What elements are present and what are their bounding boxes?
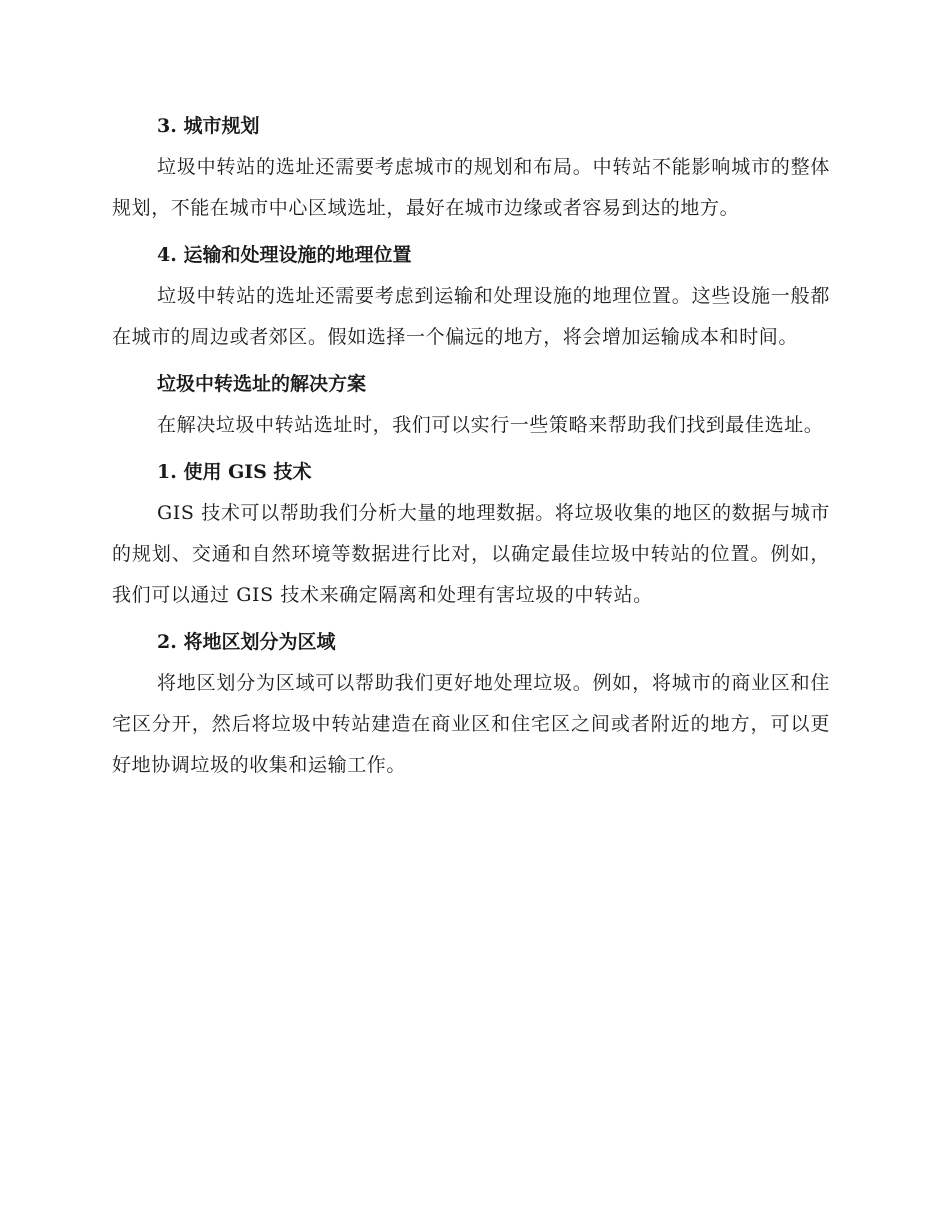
- section-paragraph-city-planning: 垃圾中转站的选址还需要考虑城市的规划和布局。中转站不能影响城市的整体规划，不能在城市中心区域选址，最好在城市边缘或者容易到达的地方。: [112, 156, 830, 219]
- section-heading-zoning: 2. 将地区划分为区域: [157, 631, 336, 653]
- section-heading-gis: 1. 使用 GIS 技术: [157, 461, 312, 483]
- section-paragraph-zoning: 将地区划分为区域可以帮助我们更好地处理垃圾。例如，将城市的商业区和住宅区分开，然后将垃圾中转站建造在商业区和住宅区之间或者附近的地方，可以更好地协调垃圾的收集和运输工作。: [112, 672, 830, 776]
- section-heading-solutions: 垃圾中转选址的解决方案: [157, 373, 367, 395]
- section-paragraph-gis: GIS 技术可以帮助我们分析大量的地理数据。将垃圾收集的地区的数据与城市的规划、交通和自然环境等数据进行比对，以确定最佳垃圾中转站的位置。例如，我们可以通过 GIS 技术来确定隔离和处理有害垃圾的中转站。: [112, 502, 830, 606]
- section-paragraph-transport-facilities: 垃圾中转站的选址还需要考虑到运输和处理设施的地理位置。这些设施一般都在城市的周边或者郊区。假如选择一个偏远的地方，将会增加运输成本和时间。: [112, 285, 830, 348]
- section-heading-city-planning: 3. 城市规划: [157, 115, 260, 137]
- document-page: [112, 108, 830, 794]
- section-heading-transport-facilities: 4. 运输和处理设施的地理位置: [157, 244, 412, 266]
- section-paragraph-solutions: 在解决垃圾中转站选址时，我们可以实行一些策略来帮助我们找到最佳选址。: [157, 414, 824, 436]
